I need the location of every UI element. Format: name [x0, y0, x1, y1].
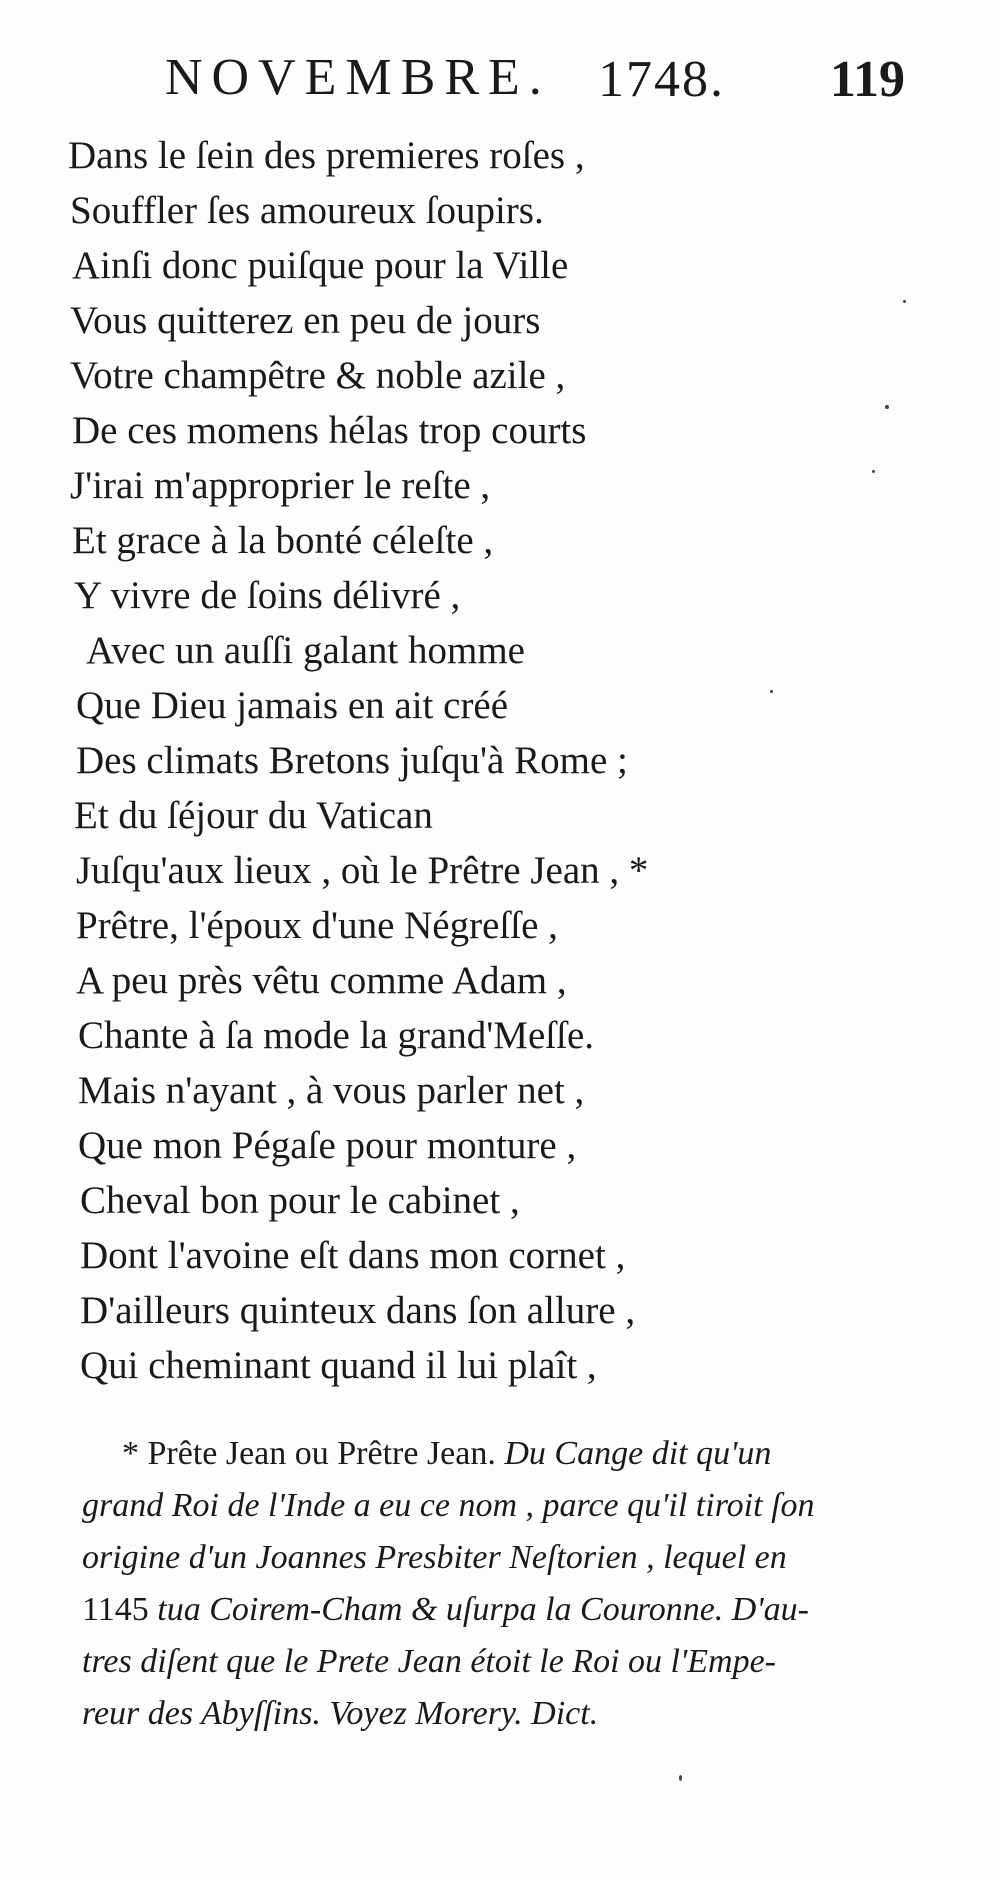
- verse-line: Votre champêtre & noble azile ,: [70, 354, 566, 397]
- footnote: [82, 1428, 912, 1740]
- header-month: NOVEMBRE.: [165, 49, 551, 106]
- footnote-line: [82, 1428, 912, 1480]
- verse-line: Y vivre de ſoins délivré ,: [74, 574, 461, 617]
- verse-line: A peu près vêtu comme Adam ,: [76, 959, 567, 1002]
- print-speck: [903, 300, 906, 303]
- verse-line: Dont l'avoine eſt dans mon cornet ,: [80, 1234, 626, 1277]
- verse-line: Et grace à la bonté céleſte ,: [72, 519, 494, 562]
- header-year: 1748.: [598, 51, 725, 108]
- verse-line: Qui cheminant quand il lui plaît ,: [80, 1344, 597, 1387]
- verse-line: Chante à ſa mode la grand'Meſſe.: [78, 1014, 595, 1057]
- verse-line: De ces momens hélas trop courts: [72, 409, 587, 452]
- footnote-line: tres diſent que le Prete Jean étoit le Roi ou l'Empe-: [82, 1643, 776, 1680]
- verse-line: Vous quitterez en peu de jours: [70, 299, 541, 342]
- footnote-line: reur des Abyſſins. Voyez Morery. Dict.: [82, 1695, 599, 1732]
- verse-line: Juſqu'aux lieux , où le Prêtre Jean , *: [76, 849, 649, 892]
- verse-line: Souffler ſes amoureux ſoupirs.: [70, 189, 544, 232]
- verse-line: Que mon Pégaſe pour monture ,: [78, 1124, 577, 1167]
- running-header: [165, 48, 905, 118]
- verse-line: D'ailleurs quinteux dans ſon allure ,: [80, 1289, 636, 1332]
- footnote-italic-text: tua Coirem-Cham & uſurpa la Couronne. D'au-: [157, 1591, 809, 1628]
- verse-line: Avec un auſſi galant homme: [86, 629, 525, 672]
- print-speck: [679, 1775, 682, 1781]
- verse-line: Prêtre, l'époux d'une Négreſſe ,: [76, 904, 558, 947]
- footnote-marker-text: * Prête Jean ou Prêtre Jean.: [122, 1435, 496, 1472]
- print-speck: [770, 690, 773, 693]
- verse-line: J'irai m'approprier le reſte ,: [70, 464, 491, 507]
- verse-line: Que Dieu jamais en ait créé: [76, 684, 509, 727]
- footnote-line: origine d'un Joannes Presbiter Neſtorien , lequel en: [82, 1539, 787, 1576]
- footnote-italic-text: Du Cange dit qu'un: [504, 1435, 772, 1472]
- footnote-year: 1145: [82, 1591, 149, 1628]
- page-number: 119: [829, 51, 905, 108]
- verse-line: Mais n'ayant , à vous parler net ,: [78, 1069, 585, 1112]
- print-speck: [885, 405, 889, 409]
- verse-line: Dans le ſein des premieres roſes ,: [68, 134, 585, 177]
- footnote-line: grand Roi de l'Inde a eu ce nom , parce qu'il tiroit ſon: [82, 1487, 815, 1524]
- footnote-line: [82, 1584, 912, 1636]
- verse-line: Ainſi donc puiſque pour la Ville: [72, 244, 569, 287]
- verse-line: Cheval bon pour le cabinet ,: [80, 1179, 520, 1222]
- verse-line: Des climats Bretons juſqu'à Rome ;: [76, 739, 628, 782]
- print-speck: [872, 470, 875, 473]
- verse-line: Et du ſéjour du Vatican: [74, 794, 433, 837]
